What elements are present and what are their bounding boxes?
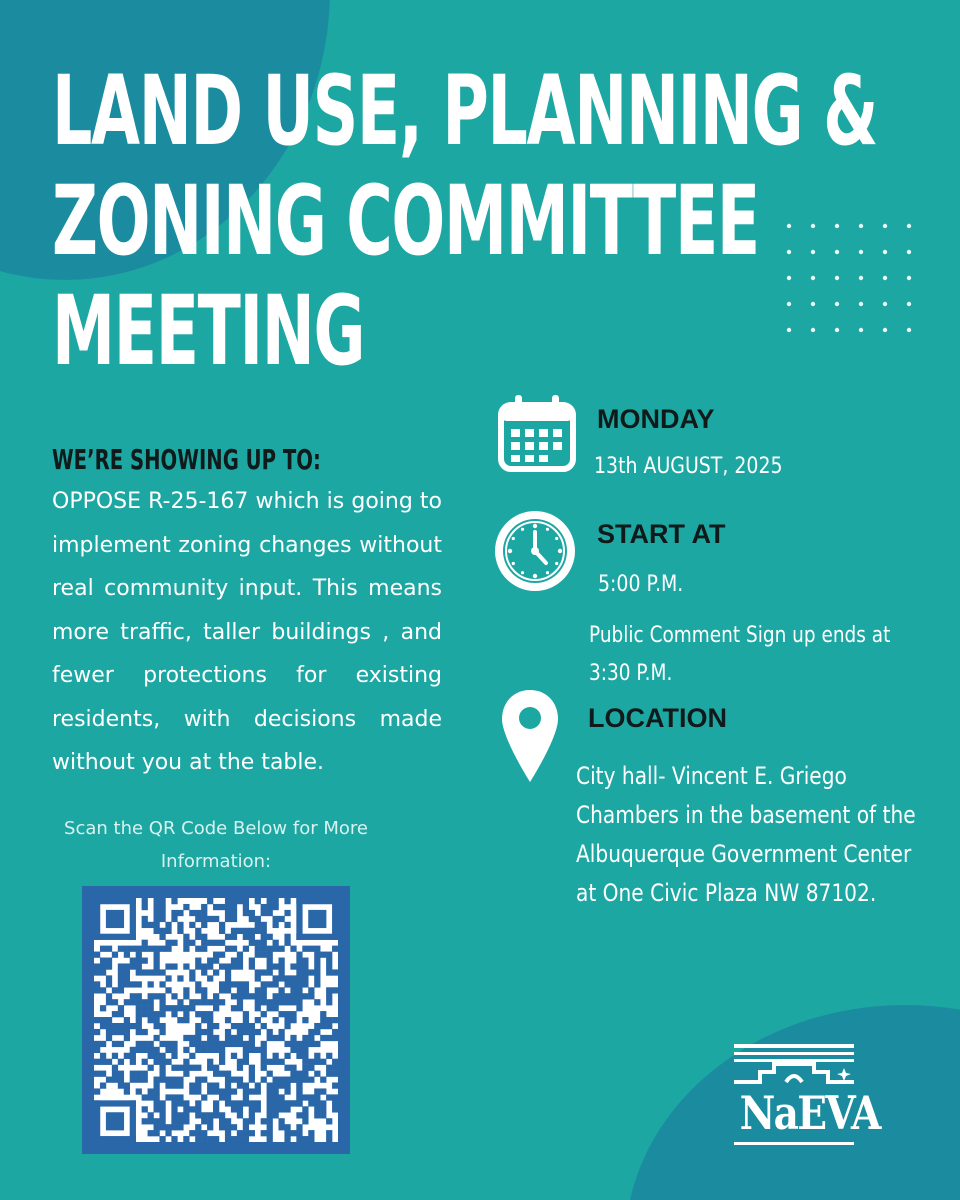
naeva-logo (730, 1042, 880, 1150)
intro-heading: WE’RE SHOWING UP TO: (52, 443, 321, 476)
qr-code-pattern (94, 898, 338, 1142)
start-time-heading: START AT (597, 519, 726, 549)
location-address: City hall- Vincent E. Griego Chambers in the basement of the Albuquerque Government Center at One Civic Plaza NW 87102. (576, 762, 916, 907)
clock-icon (492, 508, 578, 594)
calendar-icon (498, 393, 576, 473)
naeva-logo-text: NaEVA (739, 1086, 880, 1140)
page-title: LAND USE, PLANNING & ZONING COMMITTEE MEETING (52, 55, 878, 387)
qr-code[interactable] (82, 886, 350, 1154)
public-comment-note: Public Comment Sign up ends at 3:30 P.M. (589, 623, 891, 686)
intro-body: OPPOSE R-25-167 which is going to implement zoning changes without real community input. This means more traffic, taller buildings , and fewer protections for existing residents, with decisions made without you at the table. (52, 489, 442, 775)
date-value: 13th AUGUST, 2025 (594, 454, 783, 479)
qr-caption: Scan the QR Code Below for More Information: (64, 818, 368, 872)
start-time-value: 5:00 P.M. (598, 572, 684, 597)
date-heading: MONDAY (597, 404, 715, 434)
location-pin-icon (500, 688, 560, 784)
location-heading: LOCATION (588, 703, 727, 733)
